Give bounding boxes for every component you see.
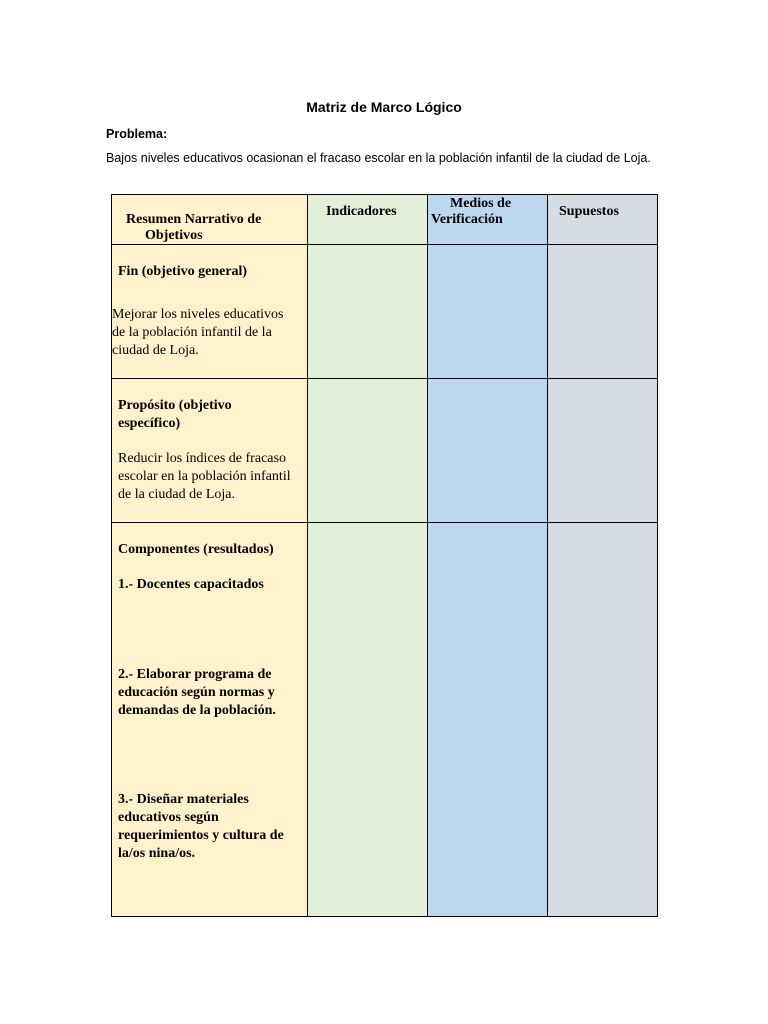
proposito-line3: de la ciudad de Loja. (118, 487, 236, 502)
proposito-heading-line1: Propósito (objetivo (118, 398, 232, 413)
fin-line3: ciudad de Loja. (112, 343, 199, 358)
componentes-item2-line2: educación según normas y (118, 685, 275, 700)
header-medios-verificacion (428, 195, 548, 245)
fin-line2: de la población infantil de la (112, 325, 272, 340)
cell-proposito-indicadores (308, 379, 428, 523)
header-resumen-narrativo (112, 195, 308, 245)
problem-text: Bajos niveles educativos ocasionan el fracaso escolar en la población infantil de la ciudad de Loja. (106, 151, 651, 165)
cell-componentes-indicadores (308, 523, 428, 917)
cell-componentes (112, 523, 308, 917)
cell-componentes-supuestos (548, 523, 658, 917)
cell-fin-indicadores (308, 245, 428, 379)
header-col3-line2: Verificación (431, 212, 503, 227)
proposito-heading-line2: específico) (118, 416, 181, 431)
header-col2: Indicadores (326, 204, 397, 219)
cell-proposito-medios (428, 379, 548, 523)
row-proposito (112, 379, 658, 523)
problem-label: Problema: (106, 127, 168, 141)
componentes-item1: 1.- Docentes capacitados (118, 577, 264, 592)
header-col3-line1: Medios de (450, 196, 512, 211)
componentes-item2-line3: demandas de la población. (118, 703, 276, 718)
header-row (112, 195, 658, 245)
componentes-item3-line1: 3.- Diseñar materiales (118, 792, 249, 807)
componentes-item3-line4: la/os nina/os. (118, 846, 196, 861)
row-fin (112, 245, 658, 379)
header-indicadores (308, 195, 428, 245)
cell-componentes-medios (428, 523, 548, 917)
proposito-line1: Reducir los índices de fracaso (118, 451, 286, 466)
row-componentes (112, 523, 658, 917)
componentes-heading: Componentes (resultados) (118, 542, 274, 557)
fin-line1: Mejorar los niveles educativos (112, 307, 284, 322)
cell-fin (112, 245, 308, 379)
document-title: Matriz de Marco Lógico (306, 99, 462, 115)
header-col1-line2: Objetivos (145, 228, 203, 243)
header-supuestos (548, 195, 658, 245)
header-col4: Supuestos (559, 204, 619, 219)
componentes-item2-line1: 2.- Elaborar programa de (118, 667, 272, 682)
componentes-item3-line2: educativos según (118, 810, 219, 825)
componentes-item3-line3: requerimientos y cultura de (118, 828, 284, 843)
cell-fin-supuestos (548, 245, 658, 379)
logical-framework-matrix (111, 194, 658, 917)
header-col1-line1: Resumen Narrativo de (126, 212, 262, 227)
cell-proposito-supuestos (548, 379, 658, 523)
proposito-line2: escolar en la población infantil (118, 469, 291, 484)
cell-proposito (112, 379, 308, 523)
cell-fin-medios (428, 245, 548, 379)
fin-heading: Fin (objetivo general) (118, 264, 248, 279)
